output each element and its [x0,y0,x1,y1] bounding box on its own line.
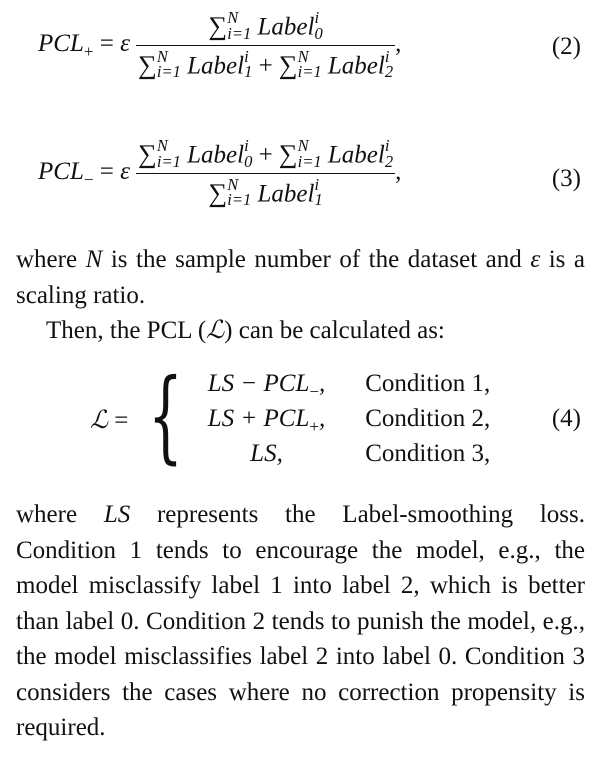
eq2-epsilon: ε [120,29,130,57]
eq4-lhs: ℒ = [90,407,129,434]
eq2-fraction [136,10,395,80]
case-row-2: LS + $PCL_+$, Condition 2, [207,405,491,436]
eq3-numerator: ∑ N i=1 Label i 0 + ∑ N i=1 Label i 2 [138,136,394,171]
case-row-3: LS, Condition 3, [250,440,491,467]
eq2-lhs: $PCL_+$ [38,29,94,61]
paragraph-pcl-intro: Then, the PCL (ℒ) can be calculated as: [46,317,445,344]
paragraph-sample-number: where N is the sample number of the dataset and ε is a scaling ratio. [16,246,585,309]
equation-2 [0,0,599,100]
paragraph-conditions: where LS represents the Label-smoothing loss. Condition 1 tends to encourage the model, e.g., the model misclassify label 1 into label 2, which is better than label 0. Condition 2 tends to punish the model, e.g., the model misclassifies label 2 into label 0. Condition 3 considers the cases where no correction propensity is required. [16,501,585,741]
left-brace-icon: { [148,357,183,474]
equation-number-3: (3) [551,165,581,192]
equation-2-body: $PCL_+ = \varepsilon$ ∑ N i=1 Label i 0 ∑ N i=1 Label i 1 + ∑ N i=1 Label i 2 , [38,8,402,82]
eq3-denominator: ∑ N i=1 Label i 1 [136,173,395,209]
equation-3 [0,138,599,238]
eq2-denominator: ∑ N i=1 Label i 1 + ∑ N i=1 Label i 2 [138,46,394,82]
eq3-lhs: $PCL_-$ [38,157,94,189]
eq2-numerator: ∑ N i=1 Label i 0 [208,8,323,43]
equation-number-4: (4) [551,405,581,432]
eq3-fraction [136,138,395,208]
equation-number-2: (2) [551,33,581,60]
equation-3-body: $PCL_- = \varepsilon$ ∑ N i=1 Label i 0 + ∑ N i=1 Label i 2 ∑ N i=1 Label i 1 , [38,136,402,210]
eq3-epsilon: ε [120,157,130,185]
case-row-1: LS − $PCL_-$, Condition 1, [207,370,491,401]
